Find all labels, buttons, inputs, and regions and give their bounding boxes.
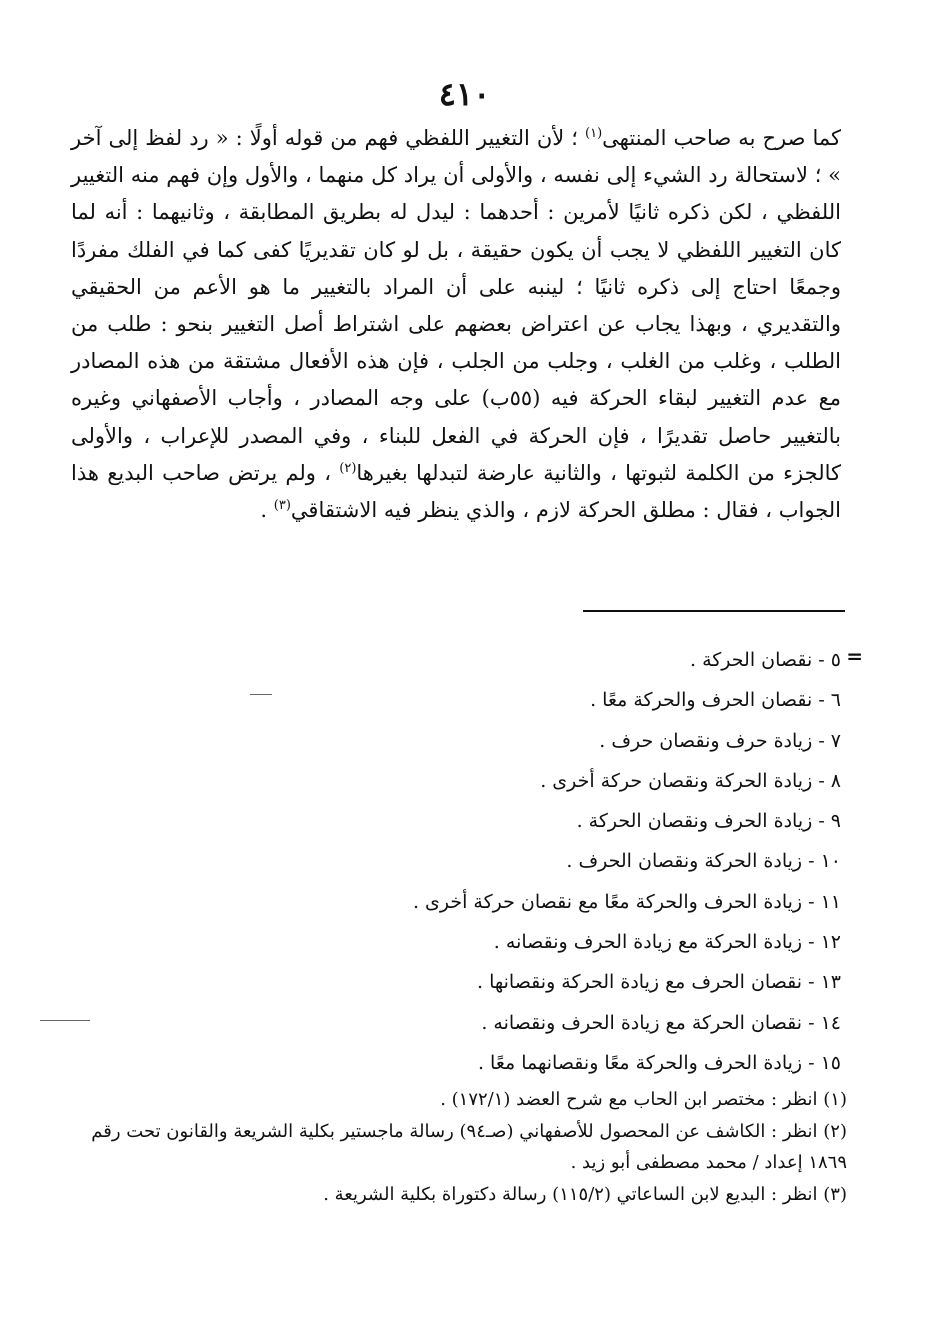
list-item: ١٠ - زيادة الحركة ونقصان الحرف . — [566, 850, 841, 873]
main-paragraph — [71, 120, 841, 529]
list-item: ١٣ - نقصان الحرف مع زيادة الحركة ونقصانها . — [476, 971, 841, 994]
footnotes — [81, 1084, 847, 1210]
footnote-continuation-list — [281, 640, 841, 1083]
footnote-ref-3: (٣) — [273, 498, 291, 514]
continuation-mark: = — [846, 644, 863, 668]
paragraph-text — [71, 120, 841, 529]
list-item: ١٢ - زيادة الحركة مع زيادة الحرف ونقصانه . — [493, 931, 841, 954]
list-item: ٥ - نقصان الحركة . — [689, 649, 841, 671]
page-number: ٤١٠ — [438, 75, 491, 113]
paragraph-middle: ؛ لأن التغيير اللفظي فهم من قوله أولًا : « رد لفظ إلى آخر » ؛ لاستحالة رد الشيء إلى نفسه ، والأولى أن يراد كل منهما ، والأول وإن فهم منه التغيير اللفظي ، لكن ذكره ثانيًا لأمرين : أحدهما : ليدل له بطريق المطابقة ، وثانيهما : أنه لما كان التغيير اللفظي لا يجب أن يكون حقيقة ، بل لو كان تقديريًا كفى كما في الفلك مفردًا وجمعًا احتاج إلى ذكره ثانيًا ؛ لينبه على أن المراد بالتغيير ما هو الأعم من الحقيقي والتقديري ، وبهذا يجاب عن اعتراض بعضهم على اشتراط أصل التغيير بنحو : طلب من الطلب ، وغلب من الغلب ، وجلب من الجلب ، فإن هذه الأفعال مشتقة من هذه المصادر مع عدم التغيير لبقاء الحركة فيه (٥٥ب) على وجه المصادر ، وأجاب الأصفهاني وغيره بالتغيير حاصل تقديرًا ، فإن الحركة في الفعل للبناء ، وفي المصدر للإعراب ، والأولى كالجزء من الكلمة لثبوتها ، والثانية عارضة لتبدلها بغيرها — [71, 126, 841, 485]
paragraph-tail: ، ولم يرتض صاحب البديع هذا الجواب ، فقال : مطلق الحركة لازم ، والذي ينظر فيه الاشتقاقي — [71, 460, 841, 523]
scan-artifact — [250, 694, 272, 695]
list-item: ١٥ - زيادة الحرف والحركة معًا ونقصانهما معًا . — [477, 1051, 841, 1074]
footnote-1: (١) انظر : مختصر ابن الحاب مع شرح العضد (١٧٢/١) . — [440, 1089, 847, 1110]
list-item: ٨ - زيادة الحركة ونقصان حركة أخرى . — [540, 769, 841, 792]
footnote-separator — [583, 610, 845, 612]
paragraph-lead: كما صرح به صاحب المنتهى — [602, 126, 841, 150]
list-item: ٧ - زيادة حرف ونقصان حرف . — [599, 729, 841, 752]
footnote-3: (٣) انظر : البديع لابن الساعاتي (١١٥/٢) رسالة دكتوراة بكلية الشريعة . — [323, 1183, 847, 1205]
footnote-ref-1: (١) — [585, 126, 603, 141]
list-item: ٦ - نقصان الحرف والحركة معًا . — [590, 689, 841, 712]
list-item: ١١ - زيادة الحرف والحركة معًا مع نقصان حركة أخرى . — [412, 890, 841, 913]
paragraph-end: . — [260, 498, 268, 523]
scan-artifact — [40, 1020, 90, 1021]
list-item: ٩ - زيادة الحرف ونقصان الحركة . — [576, 810, 841, 833]
footnote-ref-2: (٢) — [339, 460, 357, 476]
list-item: ١٤ - نقصان الحركة مع زيادة الحرف ونقصانه . — [481, 1011, 841, 1034]
footnote-2: (٢) انظر : الكاشف عن المحصول للأصفهاني (صـ٩٤) رسالة ماجستير بكلية الشريعة والقانون تحت رقم ١٨٦٩ إعداد / محمد مصطفى أبو زيد . — [91, 1120, 847, 1173]
